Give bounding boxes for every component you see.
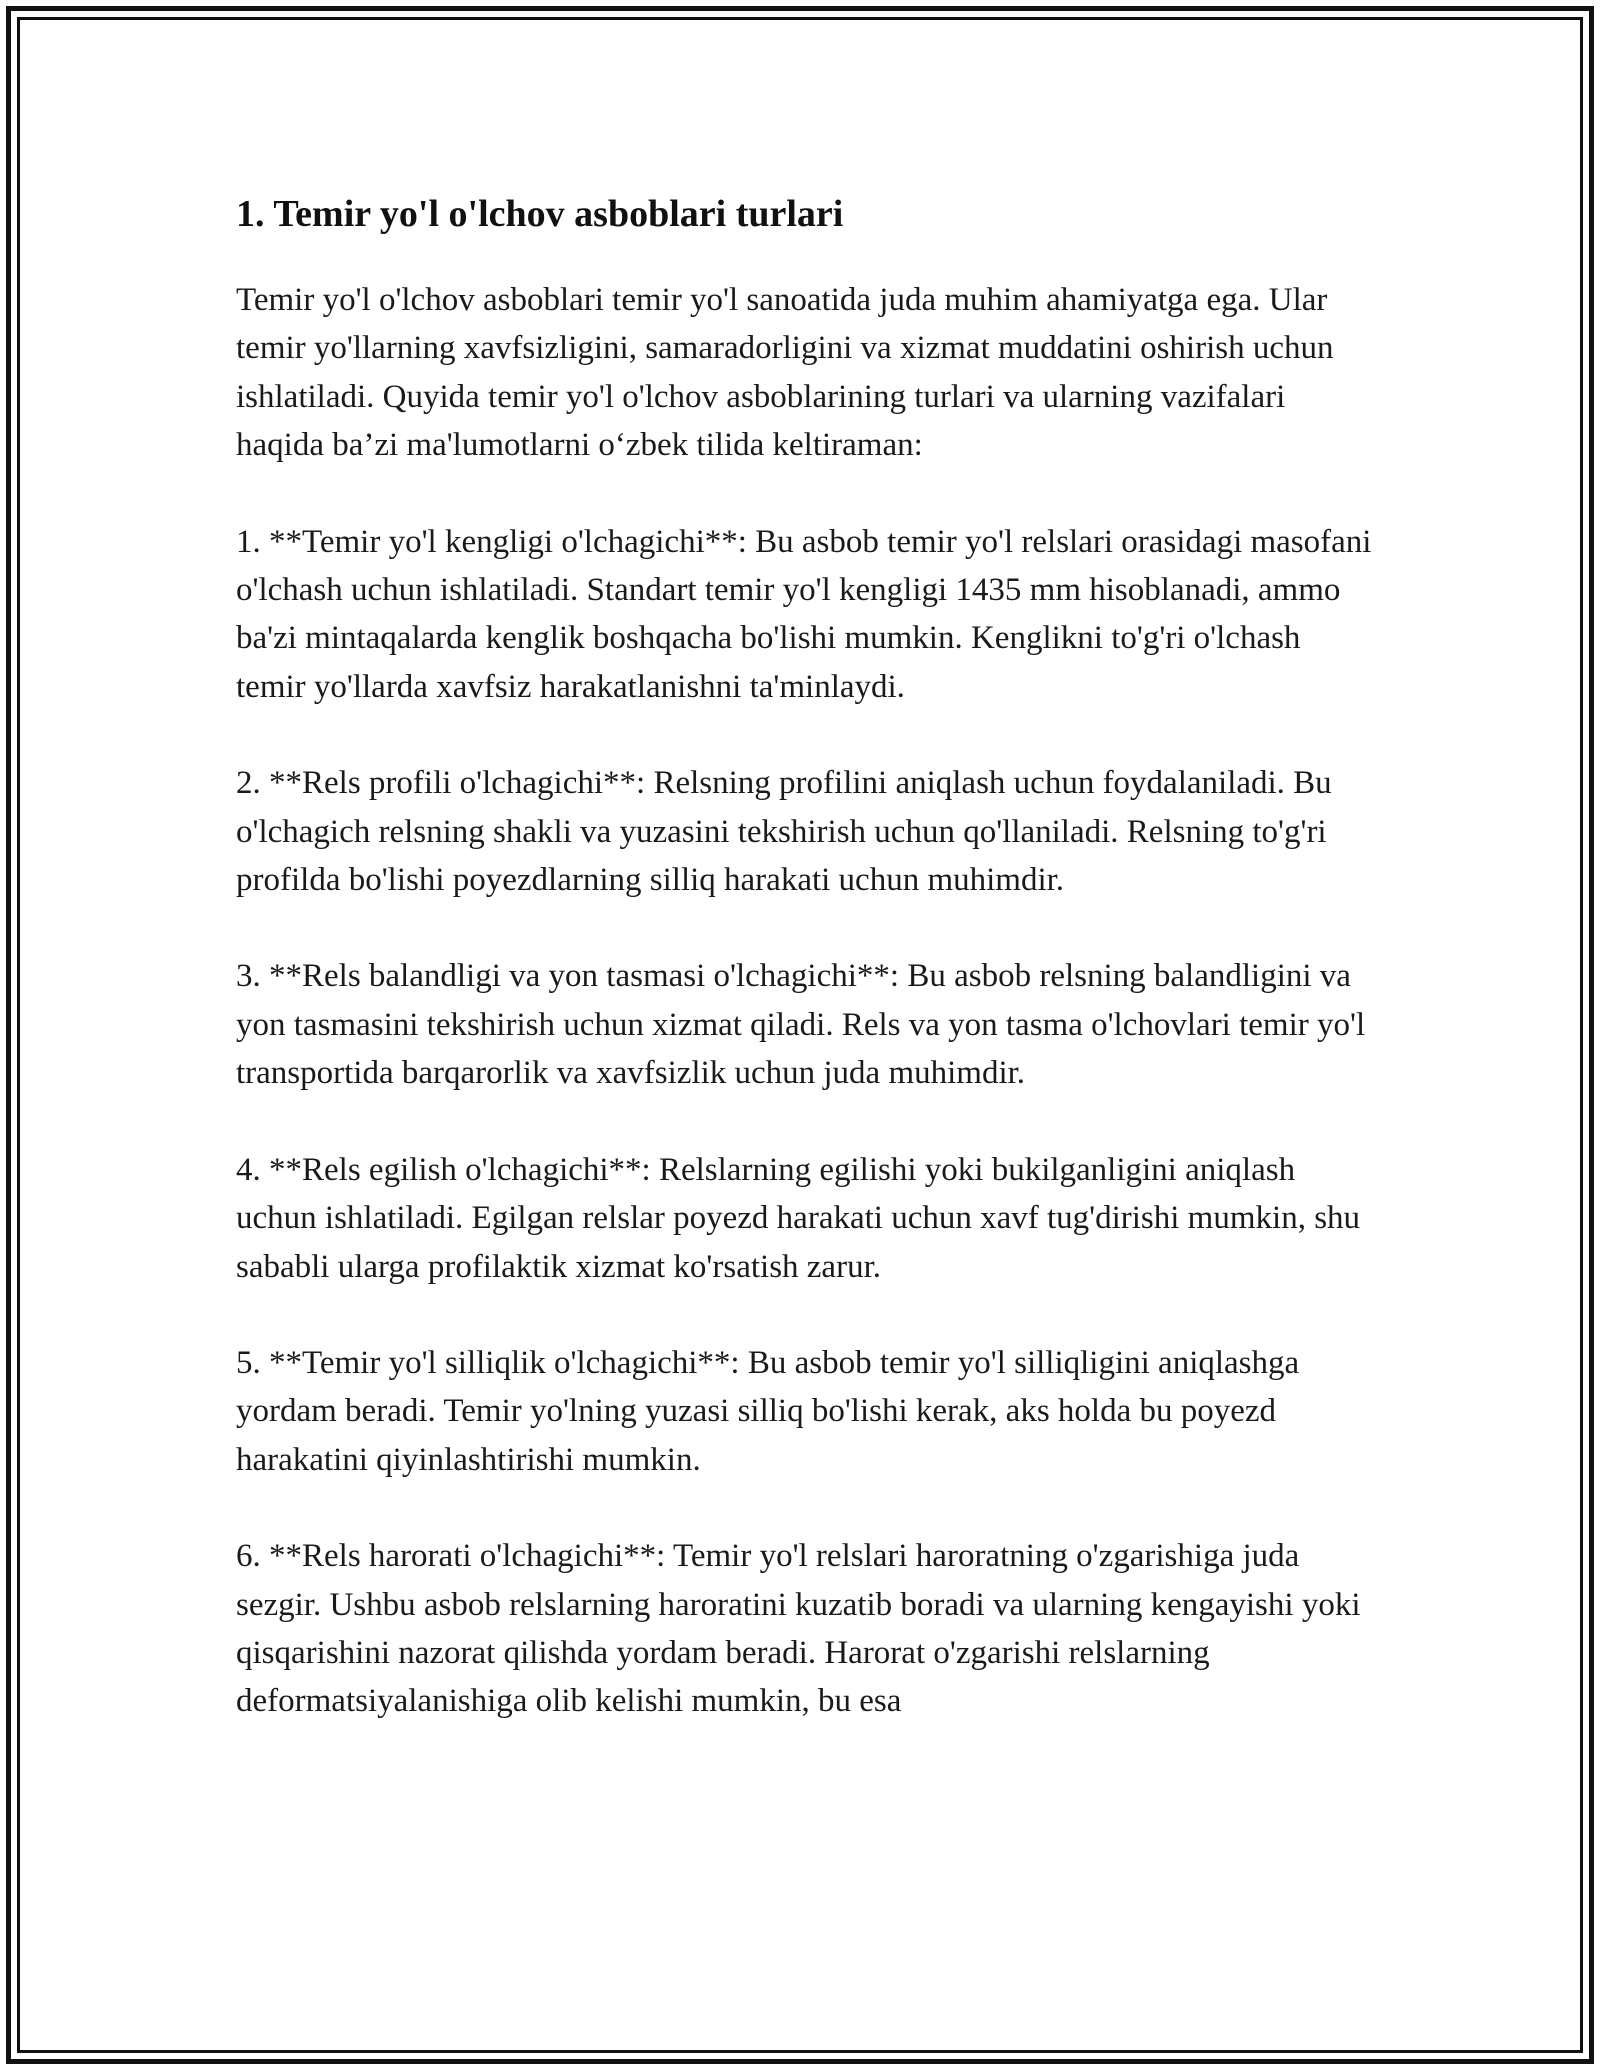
paragraph-intro: Temir yo'l o'lchov asboblari temir yo'l sanoatida juda muhim ahamiyatga ega. Ular temir yo'llarning xavfsizligini, samaradorligini va xizmat muddatini oshirish uchun ishlatiladi. Quyida temir yo'l o'lchov asboblarining turlari va ularning vazifalari haqida ba’zi ma'lumotlarni o‘zbek tilida keltiraman:	[236, 282, 1334, 464]
document-body	[236, 186, 1376, 1774]
paragraph-item-1: 1. **Temir yo'l kengligi o'lchagichi**: Bu asbob temir yo'l relslari orasidagi masofani o'lchash uchun ishlatiladi. Standart temir yo'l kengligi 1435 mm hisoblanadi, ammo ba'zi mintaqalarda kenglik boshqacha bo'lishi mumkin. Kenglikni to'g'ri o'lchash temir yo'llarda xavfsiz harakatlanishni ta'minlaydi.	[236, 523, 1372, 705]
document-title: 1. Temir yo'l o'lchov asboblari turlari	[236, 193, 844, 235]
paragraph-item-2: 2. **Rels profili o'lchagichi**: Relsning profilini aniqlash uchun foydalaniladi. Bu o'lchagich relsning shakli va yuzasini tekshirish uchun qo'llaniladi. Relsning to'g'ri profilda bo'lishi poyezdlarning silliq harakati uchun muhimdir.	[236, 765, 1332, 899]
paragraph-item-3: 3. **Rels balandligi va yon tasmasi o'lchagichi**: Bu asbob relsning balandligini va yon tasmasini tekshirish uchun xizmat qiladi. Rels va yon tasma o'lchovlari temir yo'l transportida barqarorlik va xavfsizlik uchun juda muhimdir.	[236, 958, 1366, 1092]
paragraph-item-4: 4. **Rels egilish o'lchagichi**: Relslarning egilishi yoki bukilganligini aniqlash uchun ishlatiladi. Egilgan relslar poyezd harakati uchun xavf tug'dirishi mumkin, shu sababli ularga profilaktik xizmat ko'rsatish zarur.	[236, 1151, 1361, 1285]
paragraph-item-6: 6. **Rels harorati o'lchagichi**: Temir yo'l relslari haroratning o'zgarishiga juda sezgir. Ushbu asbob relslarning haroratini kuzatib boradi va ularning kengayishi yoki qisqarishini nazorat qilishda yordam beradi. Harorat o'zgarishi relslarning deformatsiyalanishiga olib kelishi mumkin, bu esa	[236, 1538, 1361, 1720]
paragraph-item-5: 5. **Temir yo'l silliqlik o'lchagichi**: Bu asbob temir yo'l silliqligini aniqlashga yordam beradi. Temir yo'lning yuzasi silliq bo'lishi kerak, aks holda bu poyezd harakatini qiyinlashtirishi mumkin.	[236, 1344, 1300, 1478]
